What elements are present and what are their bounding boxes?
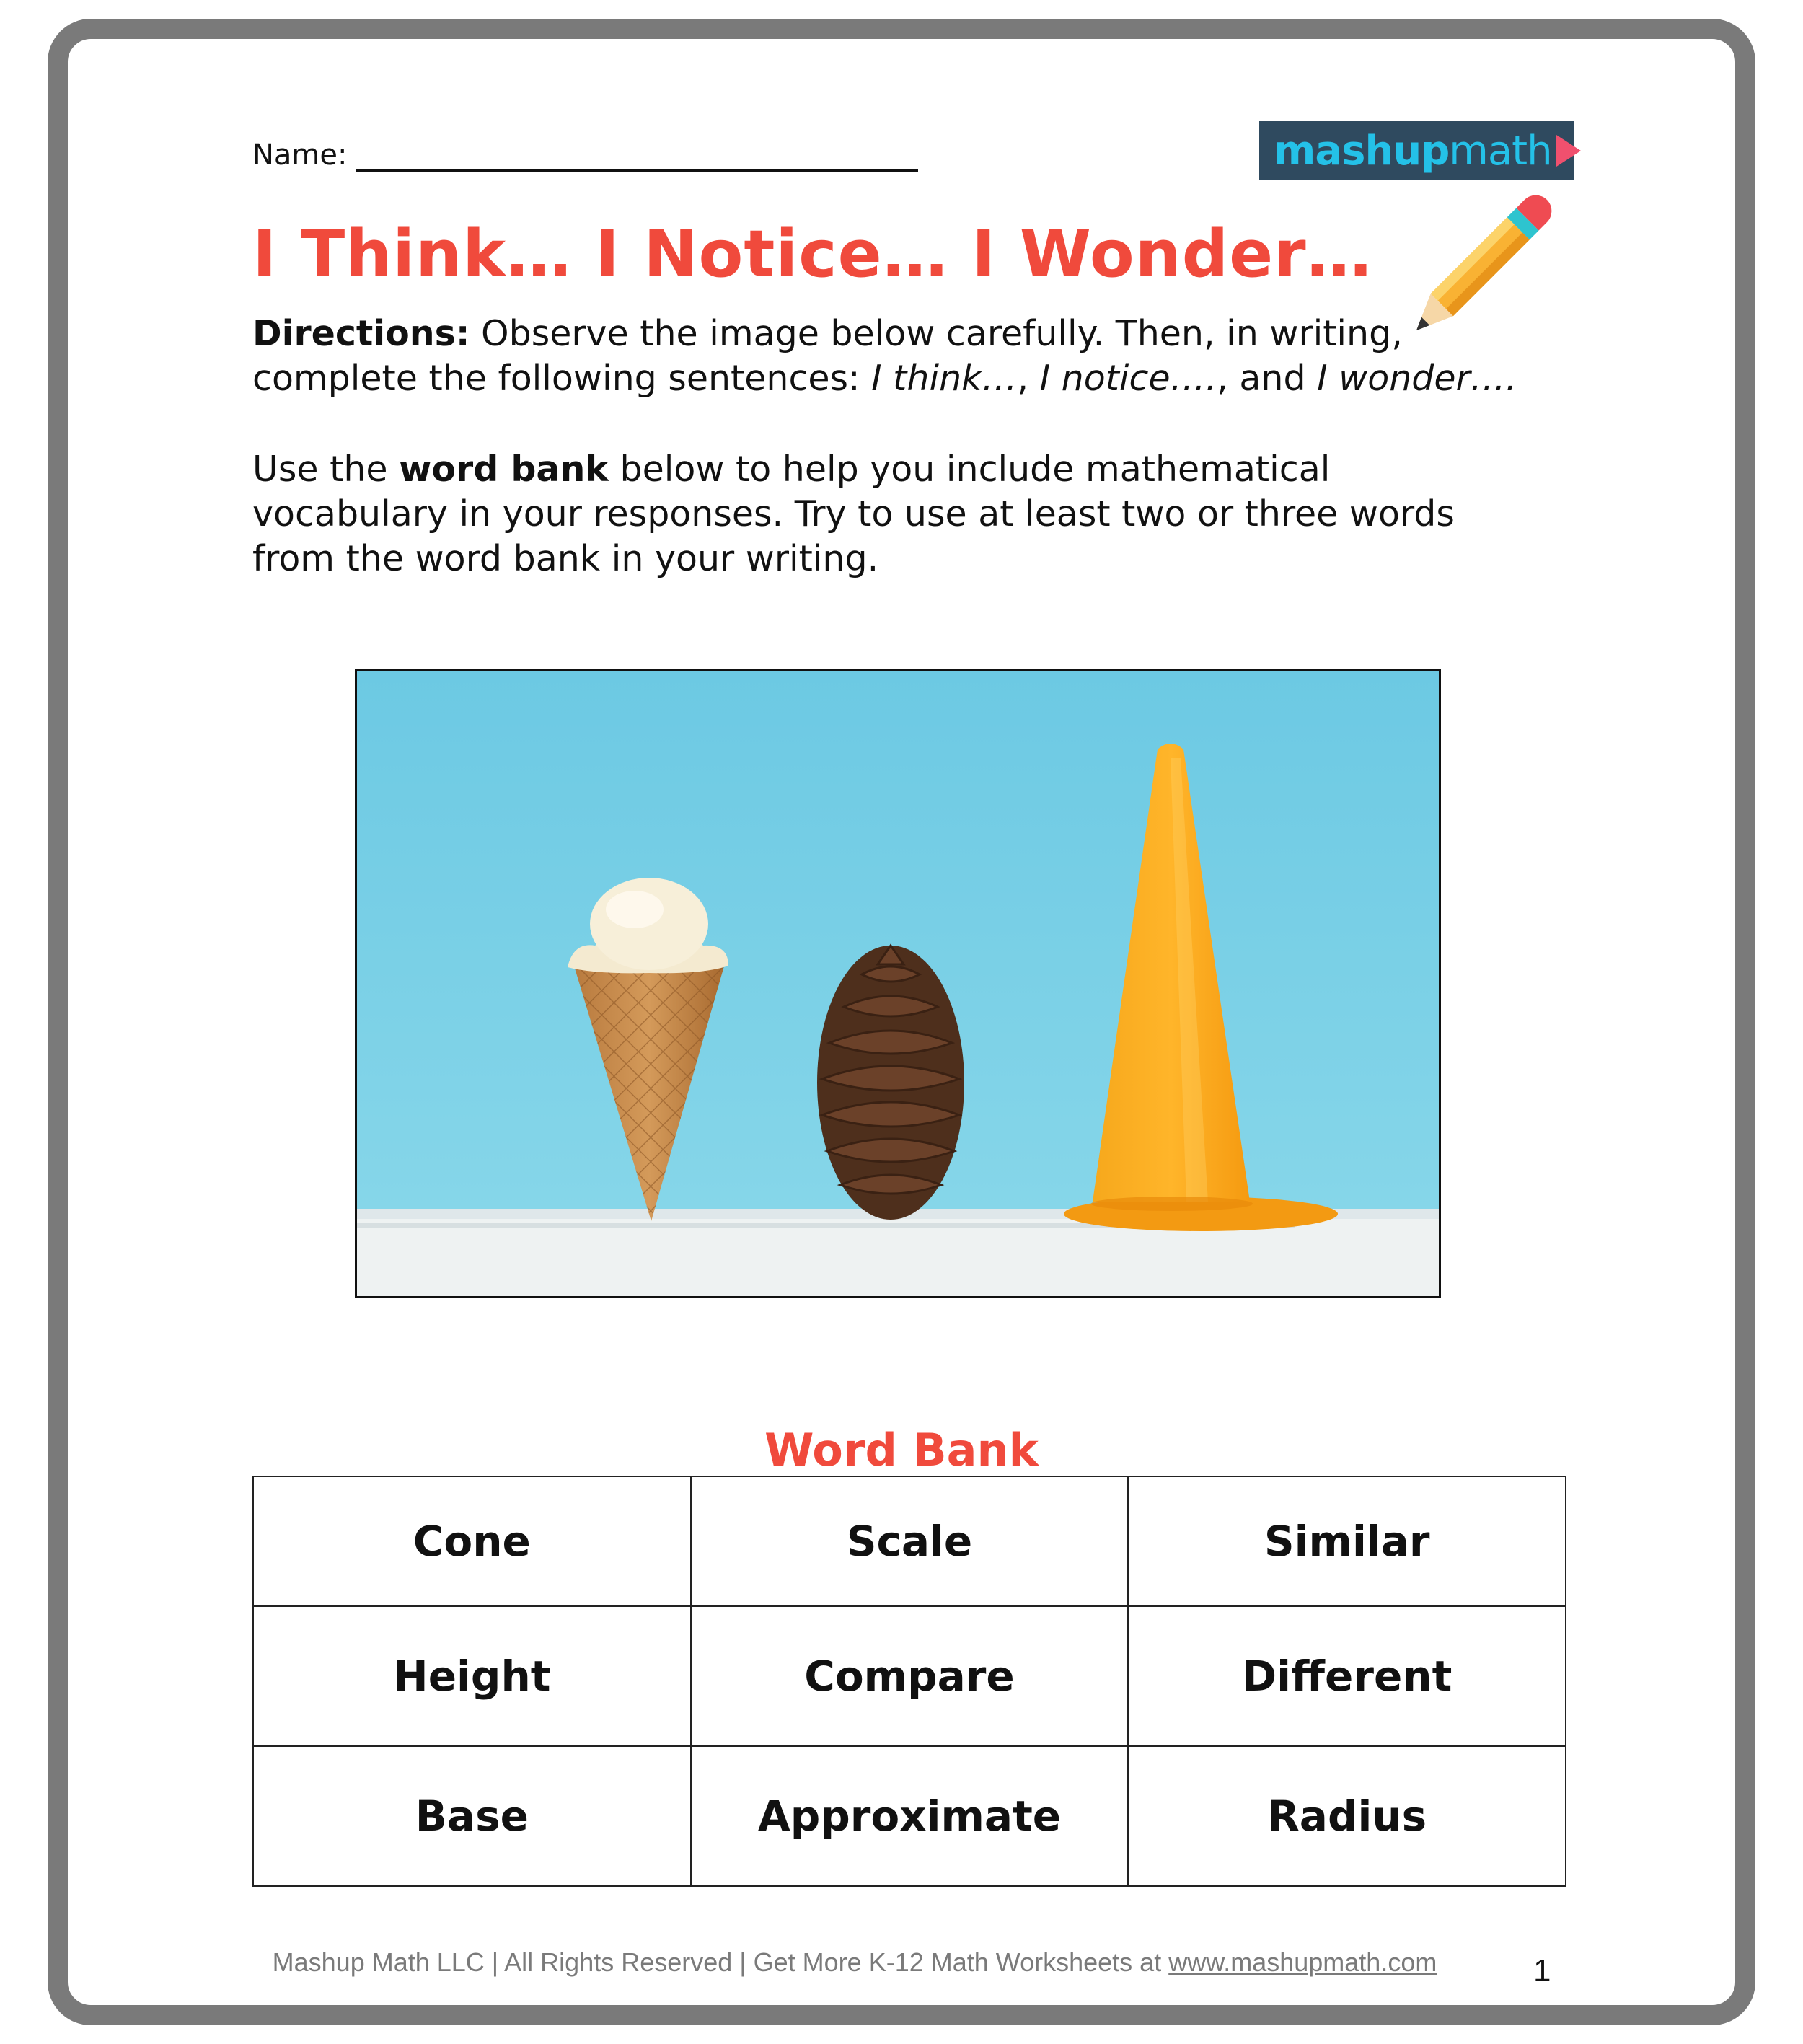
directions-sep-2: , and (1217, 358, 1318, 399)
word-bank-cell: Scale (691, 1476, 1129, 1606)
page-title: I Think… I Notice… I Wonder… (252, 216, 1372, 292)
directions-sep-1: , (1017, 358, 1040, 399)
word-bank-instructions (252, 447, 1493, 581)
intro-pre: Use the (252, 449, 400, 490)
word-bank-cell: Height (253, 1606, 691, 1746)
table-row (253, 1606, 1566, 1746)
word-bank-cell: Base (253, 1746, 691, 1886)
table-row (253, 1476, 1566, 1606)
name-row (252, 138, 918, 172)
word-bank-cell: Similar (1128, 1476, 1566, 1606)
footer-website-link[interactable]: www.mashupmath.com (1168, 1947, 1437, 1977)
table-row (253, 1746, 1566, 1886)
word-bank-cell: Cone (253, 1476, 691, 1606)
play-icon (1556, 135, 1581, 167)
prompt-wonder: I wonder…. (1317, 358, 1517, 399)
traffic-cone (1064, 744, 1338, 1231)
prompt-notice: I notice…. (1039, 358, 1217, 399)
directions-paragraph (252, 312, 1522, 401)
directions-text: Observe the image below carefully. Then, in writing, complete the following sentences: (252, 313, 1403, 399)
name-label: Name: (252, 138, 348, 172)
cones-illustration (357, 671, 1439, 1296)
logo-mashup-text: mashup (1274, 127, 1450, 175)
page-number: 1 (1533, 1953, 1551, 1988)
word-bank-table (252, 1476, 1566, 1887)
footer (0, 1947, 1803, 1978)
prompt-think: I think… (871, 358, 1018, 399)
word-bank-cell: Radius (1128, 1746, 1566, 1886)
cones-photo (355, 669, 1441, 1298)
name-field-line[interactable] (356, 142, 918, 172)
logo-math-text: math (1449, 127, 1552, 175)
intro-word-bank-bold: word bank (399, 449, 609, 490)
directions-label: Directions: (252, 313, 470, 354)
word-bank-cell: Compare (691, 1606, 1129, 1746)
intro-post: below to help you include mathematical vocabulary in your responses. Try to use at least two or three words from the word bank in your writing. (252, 449, 1455, 579)
word-bank-cell: Approximate (691, 1746, 1129, 1886)
footer-text: Mashup Math LLC | All Rights Reserved | Get More K-12 Math Worksheets at (272, 1947, 1169, 1977)
pine-cone (817, 946, 964, 1220)
word-bank-cell: Different (1128, 1606, 1566, 1746)
word-bank-title: Word Bank (764, 1424, 1039, 1476)
